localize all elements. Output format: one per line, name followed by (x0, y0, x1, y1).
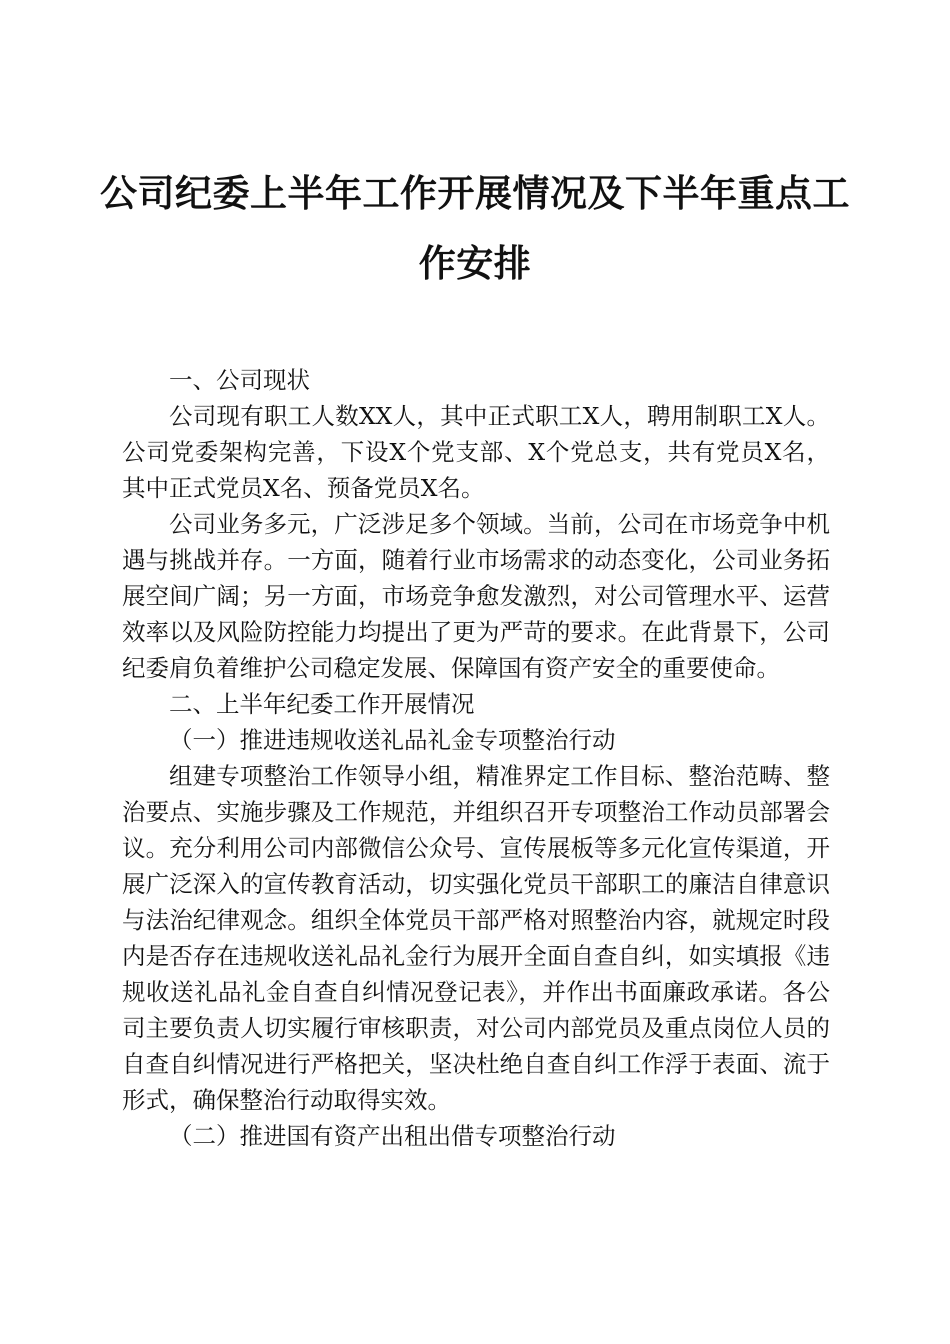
paragraph-business-overview: 公司业务多元，广泛涉足多个领域。当前，公司在市场竞争中机遇与挑战并存。一方面，随着行业市场需求的动态变化，公司业务拓展空间广阔；另一方面，市场竞争愈发激烈，对公司管理水平、运营效率以及风险防控能力均提出了更为严苛的要求。在此背景下，公司纪委肩负着维护公司稳定发展、保障国有资产安全的重要使命。 (122, 510, 830, 682)
subsection-heading-state-assets-rectification: （二）推进国有资产出租出借专项整治行动 (169, 1122, 616, 1150)
document-title-line-1: 公司纪委上半年工作开展情况及下半年重点工 (100, 172, 850, 215)
subsection-heading-gifts-rectification: （一）推进违规收送礼品礼金专项整治行动 (169, 726, 616, 754)
paragraph-gifts-rectification: 组建专项整治工作领导小组，精准界定工作目标、整治范畴、整治要点、实施步骤及工作规范，并组织召开专项整治工作动员部署会议。充分利用公司内部微信公众号、宣传展板等多元化宣传渠道，开展广泛深入的宣传教育活动，切实强化党员干部职工的廉洁自律意识与法治纪律观念。组织全体党员干部严格对照整治内容，就规定时段内是否存在违规收送礼品礼金行为展开全面自查自纠，如实填报《违规收送礼品礼金自查自纠情况登记表》，并作出书面廉政承诺。各公司主要负责人切实履行审核职责，对公司内部党员及重点岗位人员的自查自纠情况进行严格把关，坚决杜绝自查自纠工作浮于表面、流于形式，确保整治行动取得实效。 (122, 762, 830, 1114)
section-heading-status: 一、公司现状 (169, 366, 310, 394)
document-body (122, 362, 830, 1154)
paragraph-staff-overview: 公司现有职工人数XX人，其中正式职工X人，聘用制职工X人。公司党委架构完善，下设X个党支部、X个党总支，共有党员X名，其中正式党员X名、预备党员X名。 (122, 402, 830, 502)
document-title-line-2: 作安排 (418, 242, 532, 285)
section-heading-first-half-work: 二、上半年纪委工作开展情况 (169, 690, 475, 718)
